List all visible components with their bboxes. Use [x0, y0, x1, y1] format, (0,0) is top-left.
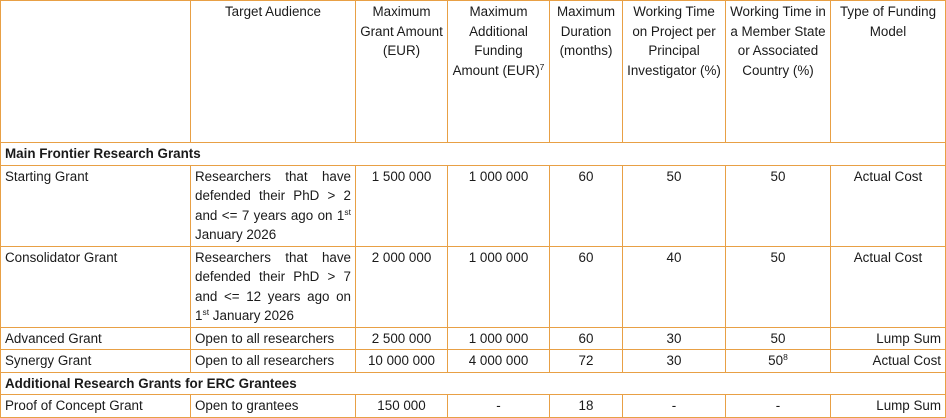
grant-name: Starting Grant	[1, 165, 191, 246]
header-working-time-ms: Working Time in a Member State or Associated Country (%)	[726, 1, 831, 143]
funding-model: Actual Cost	[831, 246, 946, 327]
footnote-8: 8	[783, 352, 788, 362]
working-time-pi: 30	[623, 327, 726, 350]
audience-text: Researchers that have defended their PhD > 2 and <= 7 years ago on 1	[195, 168, 351, 223]
header-funding-model: Type of Funding Model	[831, 1, 946, 143]
working-time-ms	[726, 246, 831, 327]
header-row	[1, 1, 946, 143]
max-grant: 2 000 000	[356, 246, 448, 327]
footnote-7: 7	[539, 61, 545, 72]
working-time-ms-value: 50	[770, 330, 786, 346]
audience-text-end: January 2026	[209, 308, 294, 323]
audience-text: Researchers that have defended their PhD > 7 and <= 12 years ago on 1	[195, 249, 351, 323]
section-row-main	[1, 143, 946, 166]
target-audience: Open to all researchers	[191, 327, 356, 350]
working-time-ms-value: 50	[768, 353, 784, 368]
working-time-ms-value: 50	[770, 249, 786, 265]
max-duration: 60	[550, 246, 623, 327]
table-row	[1, 395, 946, 418]
funding-model: Lump Sum	[831, 327, 946, 350]
target-audience: Open to all researchers	[191, 350, 356, 373]
max-additional: 4 000 000	[448, 350, 550, 373]
max-duration: 72	[550, 350, 623, 373]
header-max-grant: Maximum Grant Amount (EUR)	[356, 1, 448, 143]
working-time-pi: 50	[623, 165, 726, 246]
grant-name: Advanced Grant	[1, 327, 191, 350]
max-duration: 60	[550, 165, 623, 246]
max-additional: -	[448, 395, 550, 418]
working-time-pi: -	[623, 395, 726, 418]
max-duration: 60	[550, 327, 623, 350]
funding-model: Lump Sum	[831, 395, 946, 418]
max-duration: 18	[550, 395, 623, 418]
working-time-pi: 30	[623, 350, 726, 373]
target-audience: Open to grantees	[191, 395, 356, 418]
header-max-additional-text: Maximum Additional Funding Amount (EUR)	[452, 4, 540, 78]
section-row-additional	[1, 372, 946, 395]
header-working-time-pi: Working Time on Project per Principal Investigator (%)	[623, 1, 726, 143]
section-title-main: Main Frontier Research Grants	[1, 143, 946, 166]
max-grant: 10 000 000	[356, 350, 448, 373]
max-grant: 2 500 000	[356, 327, 448, 350]
table-row	[1, 246, 946, 327]
max-additional: 1 000 000	[448, 327, 550, 350]
header-target-audience: Target Audience	[191, 1, 356, 143]
table-row	[1, 327, 946, 350]
working-time-ms	[726, 350, 831, 373]
working-time-ms	[726, 165, 831, 246]
table-row	[1, 165, 946, 246]
section-title-additional: Additional Research Grants for ERC Grantees	[1, 372, 946, 395]
max-additional: 1 000 000	[448, 165, 550, 246]
target-audience	[191, 246, 356, 327]
max-grant: 150 000	[356, 395, 448, 418]
header-max-additional	[448, 1, 550, 143]
grant-name: Synergy Grant	[1, 350, 191, 373]
working-time-ms	[726, 327, 831, 350]
max-additional: 1 000 000	[448, 246, 550, 327]
max-grant: 1 500 000	[356, 165, 448, 246]
ordinal-suffix: st	[344, 206, 351, 217]
target-audience	[191, 165, 356, 246]
funding-model: Actual Cost	[831, 350, 946, 373]
grant-name: Consolidator Grant	[1, 246, 191, 327]
header-grant-type	[1, 1, 191, 143]
audience-text-end: January 2026	[195, 227, 277, 242]
ordinal-suffix: st	[202, 307, 210, 317]
header-max-duration: Maximum Duration (months)	[550, 1, 623, 143]
table-row	[1, 350, 946, 373]
working-time-ms-value: 50	[770, 168, 786, 184]
grant-name: Proof of Concept Grant	[1, 395, 191, 418]
funding-model: Actual Cost	[831, 165, 946, 246]
working-time-pi: 40	[623, 246, 726, 327]
working-time-ms: -	[726, 395, 831, 418]
